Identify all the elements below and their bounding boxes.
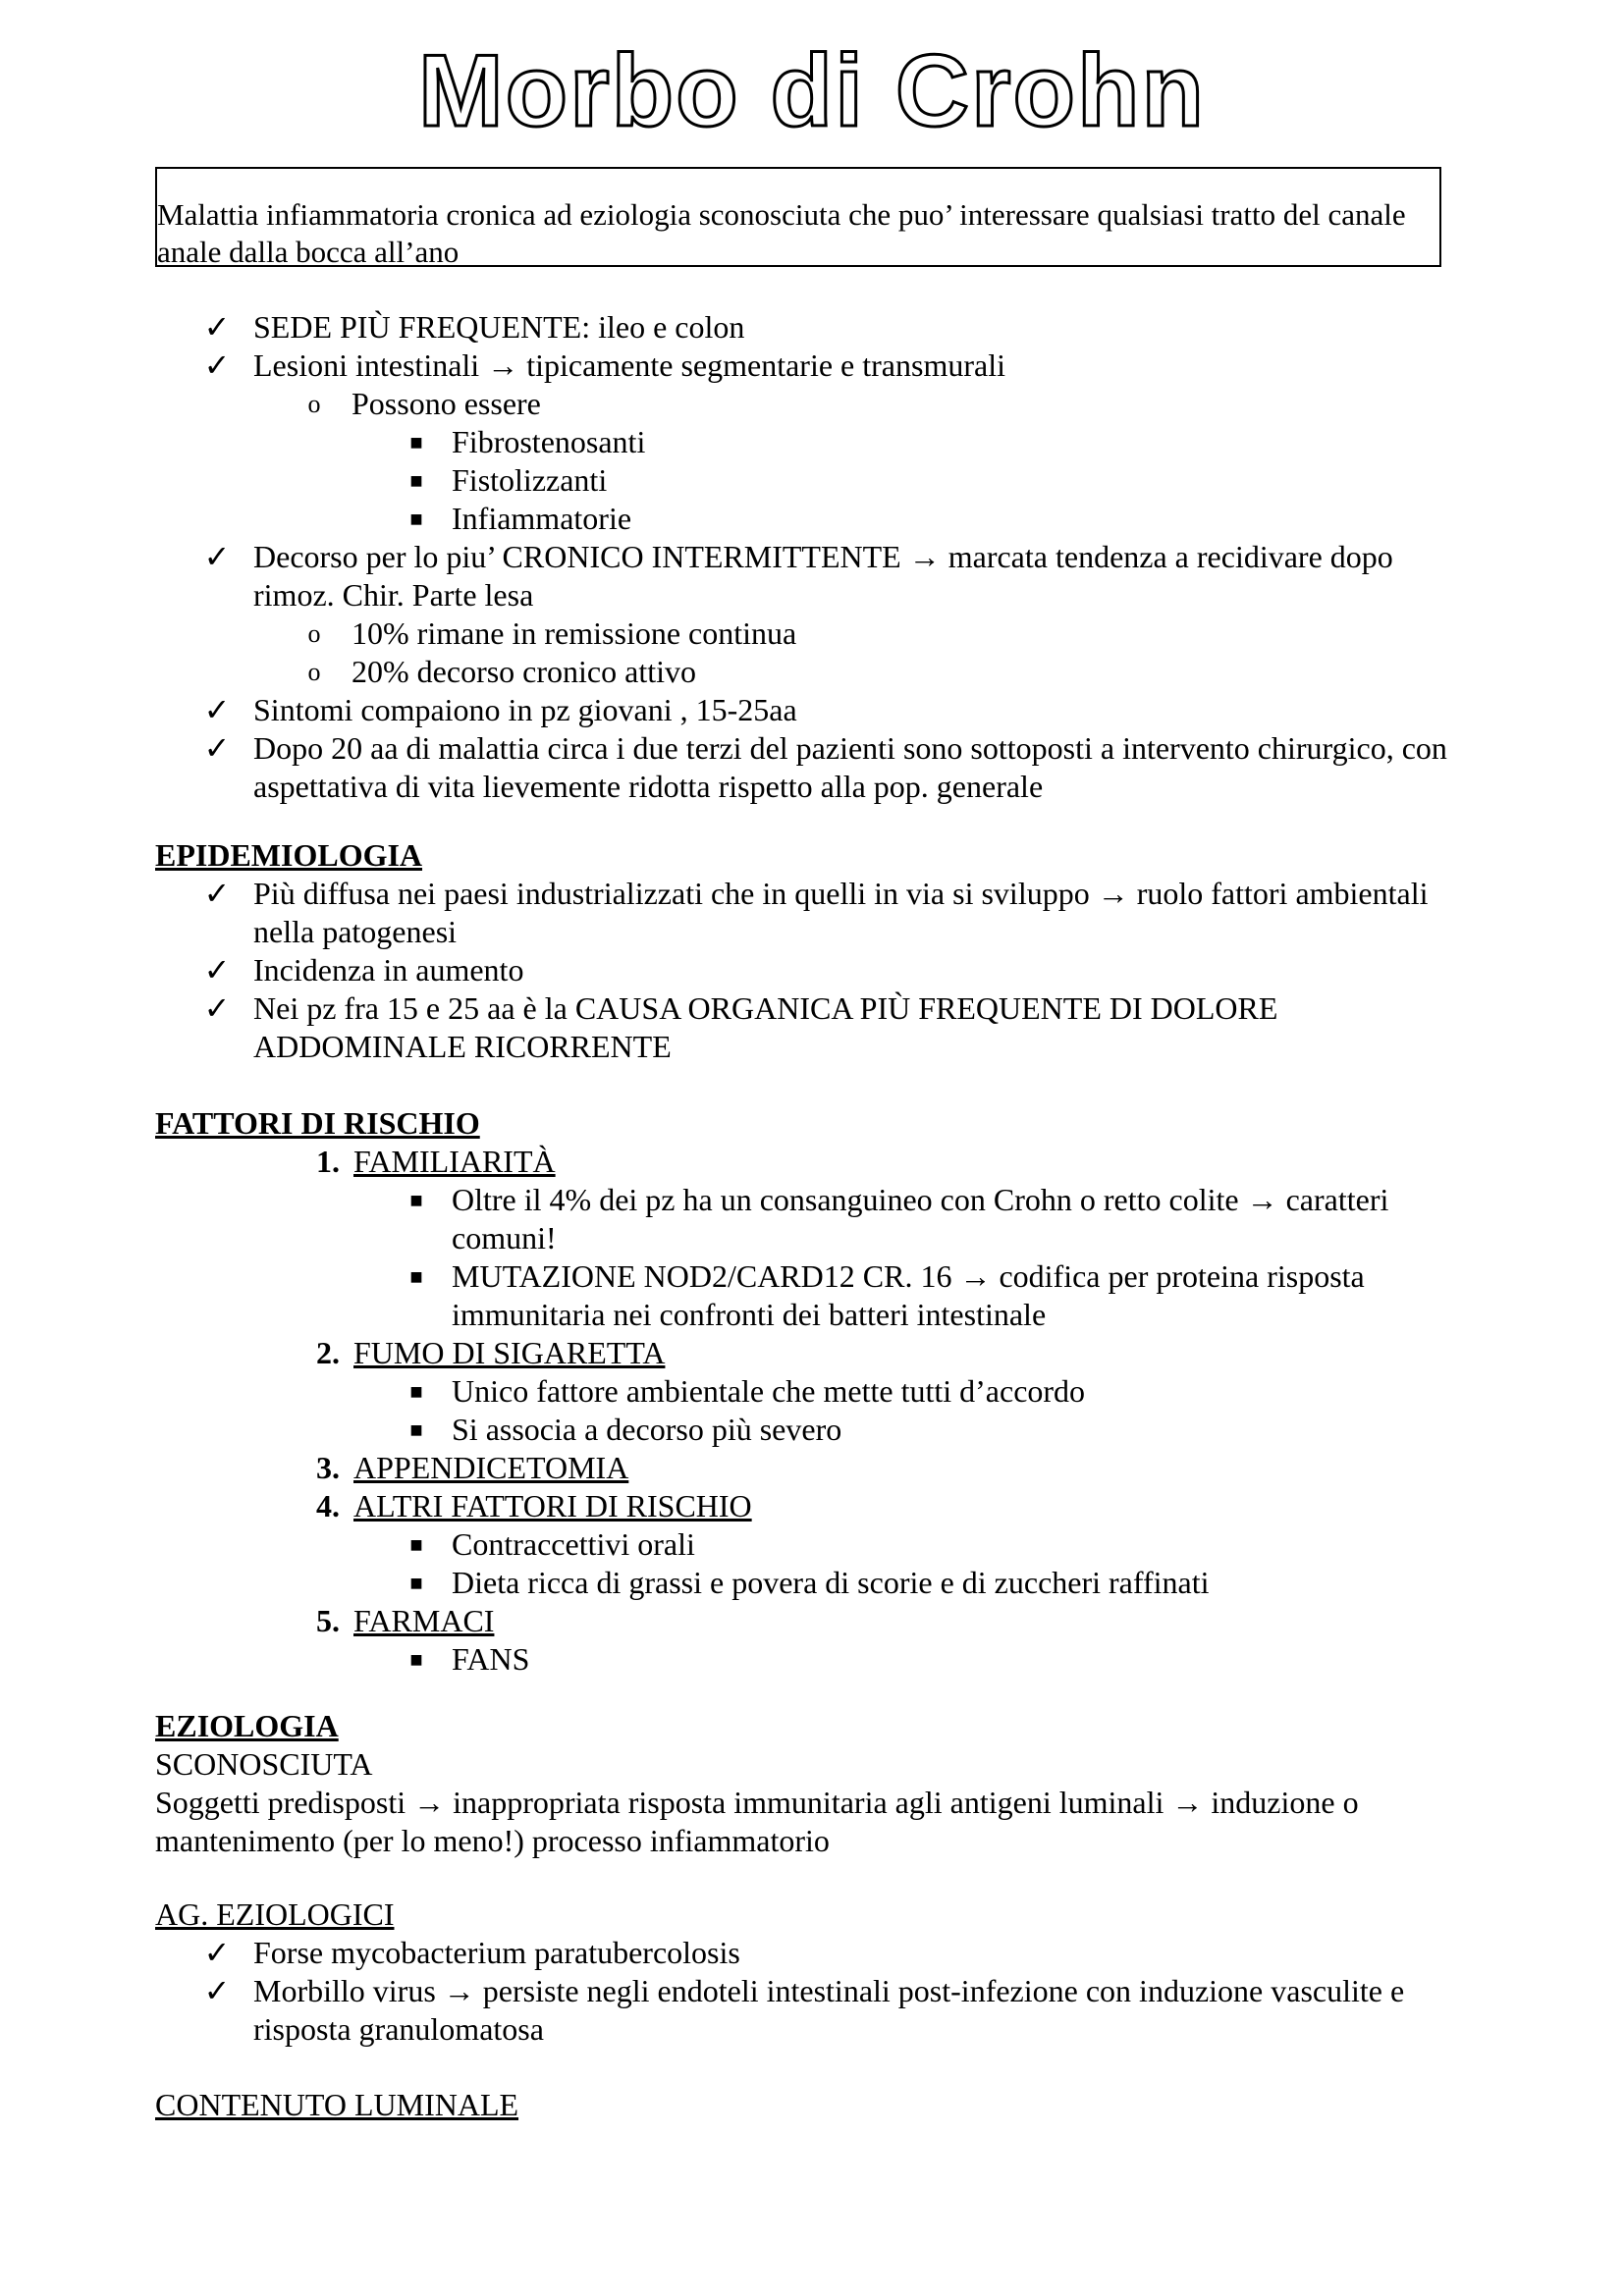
list-item: Si associa a decorso più severo (452, 1412, 842, 1447)
list-item: Unico fattore ambientale che mette tutti d’accordo (452, 1373, 1086, 1409)
list-item: 20% decorso cronico attivo (352, 654, 696, 689)
list-item: Fistolizzanti (452, 462, 608, 498)
list-item: Forse mycobacterium paratubercolosis (253, 1935, 740, 1970)
list-item: MUTAZIONE NOD2/CARD12 CR. 16 → codifica per proteina risposta immunitaria nei confronti dei batteri intestinale (452, 1258, 1365, 1332)
list-item: FANS (452, 1641, 530, 1677)
square-bullet-icon: ■ (409, 1532, 423, 1557)
square-bullet-icon: ■ (409, 1571, 423, 1595)
circle-bullet-icon: o (307, 619, 321, 648)
list-item: Dopo 20 aa di malattia circa i due terzi del pazienti sono sottoposti a intervento chirurgico, con aspettativa di vita lievemente ridotta rispetto alla pop. generale (253, 730, 1447, 804)
section-heading: AG. EZIOLOGICI (155, 1896, 395, 1932)
circle-bullet-icon: o (307, 390, 321, 418)
eziologia-subheading: SCONOSCIUTA (155, 1746, 373, 1782)
eziologia-section (0, 1707, 1624, 1860)
check-icon: ✓ (203, 1935, 231, 1970)
list-item: Contraccettivi orali (452, 1526, 695, 1562)
list-item: Dieta ricca di grassi e povera di scorie e di zuccheri raffinati (452, 1565, 1210, 1600)
list-number: 2. (316, 1335, 340, 1370)
epidemiologia-section (0, 836, 1624, 1066)
list-number: 5. (316, 1603, 340, 1638)
square-bullet-icon: ■ (409, 507, 423, 531)
list-item: Possono essere (352, 386, 541, 421)
page-title: Morbo di Crohn (417, 34, 1207, 148)
check-icon: ✓ (203, 990, 231, 1026)
list-item-title: FUMO DI SIGARETTA (353, 1335, 666, 1370)
list-number: 4. (316, 1488, 340, 1523)
square-bullet-icon: ■ (409, 1379, 423, 1404)
check-icon: ✓ (203, 876, 231, 911)
general-section (0, 308, 1624, 806)
check-icon: ✓ (203, 1973, 231, 2008)
list-number: 3. (316, 1450, 340, 1485)
section-heading: EZIOLOGIA (155, 1708, 339, 1743)
square-bullet-icon: ■ (409, 1264, 423, 1289)
list-item: SEDE PIÙ FREQUENTE: ileo e colon (253, 309, 745, 345)
list-item: Incidenza in aumento (253, 952, 524, 988)
square-bullet-icon: ■ (409, 1188, 423, 1212)
check-icon: ✓ (203, 309, 231, 345)
check-icon: ✓ (203, 952, 231, 988)
list-number: 1. (316, 1144, 340, 1179)
section-heading: EPIDEMIOLOGIA (155, 837, 423, 873)
list-item: Decorso per lo piu’ CRONICO INTERMITTENTE → marcata tendenza a recidivare dopo rimoz. Chir. Parte lesa (253, 539, 1393, 613)
list-item: Più diffusa nei paesi industrializzati che in quelli in via si sviluppo → ruolo fattori ambientali nella patogenesi (253, 876, 1429, 949)
contenuto-section (0, 2086, 1624, 2124)
list-item-title: APPENDICETOMIA (353, 1450, 629, 1485)
square-bullet-icon: ■ (409, 1647, 423, 1672)
check-icon: ✓ (203, 347, 231, 383)
list-item-title: FAMILIARITÀ (353, 1144, 556, 1179)
square-bullet-icon: ■ (409, 1417, 423, 1442)
check-icon: ✓ (203, 730, 231, 766)
list-item-title: ALTRI FATTORI DI RISCHIO (353, 1488, 752, 1523)
square-bullet-icon: ■ (409, 468, 423, 493)
section-heading: CONTENUTO LUMINALE (155, 2087, 519, 2122)
eziologia-text: Soggetti predisposti → inappropriata risposta immunitaria agli antigeni luminali → induzione o mantenimento (per lo meno!) processo infiammatorio (155, 1785, 1359, 1858)
check-icon: ✓ (203, 539, 231, 574)
agenti-section (0, 1896, 1624, 2049)
check-icon: ✓ (203, 692, 231, 727)
fattori-section (0, 1104, 1624, 1679)
list-item: Nei pz fra 15 e 25 aa è la CAUSA ORGANICA PIÙ FREQUENTE DI DOLORE ADDOMINALE RICORRENTE (253, 990, 1278, 1064)
list-item: Infiammatorie (452, 501, 632, 536)
list-item: Morbillo virus → persiste negli endoteli intestinali post-infezione con induzione vasculite e risposta granulomatosa (253, 1973, 1405, 2047)
list-item: 10% rimane in remissione continua (352, 615, 797, 651)
intro-box: Malattia infiammatoria cronica ad eziologia sconosciuta che puo’ interessare qualsiasi tratto del canale anale dalla bocca all’ano (155, 167, 1441, 267)
circle-bullet-icon: o (307, 658, 321, 686)
list-item: Fibrostenosanti (452, 424, 646, 459)
list-item-title: FARMACI (353, 1603, 495, 1638)
list-item: Sintomi compaiono in pz giovani , 15-25aa (253, 692, 797, 727)
section-heading: FATTORI DI RISCHIO (155, 1105, 480, 1141)
list-item: Oltre il 4% dei pz ha un consanguineo con Crohn o retto colite → caratteri comuni! (452, 1182, 1389, 1255)
square-bullet-icon: ■ (409, 430, 423, 454)
list-item: Lesioni intestinali → tipicamente segmentarie e transmurali (253, 347, 1005, 383)
